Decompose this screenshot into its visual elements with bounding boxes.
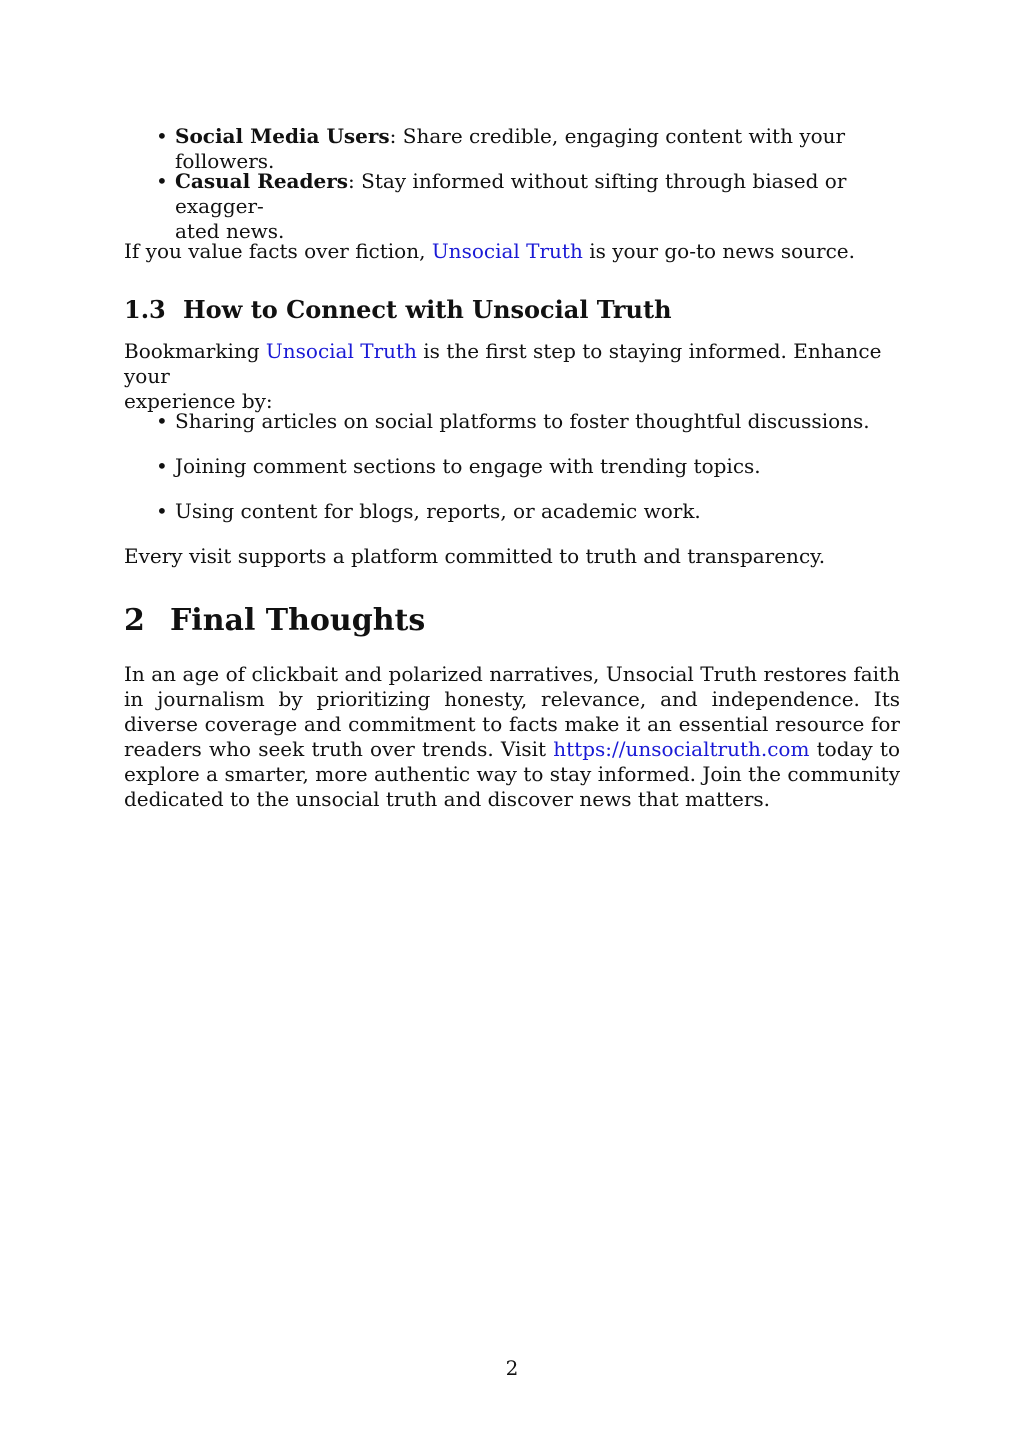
list-item-desc: : Stay informed without sifting through biased or exagger-: [175, 169, 847, 218]
section-heading-2: [124, 603, 900, 639]
list-item: [124, 499, 900, 524]
bullet-icon: •: [156, 454, 168, 478]
connect-list: [124, 409, 900, 524]
audience-list-2: [124, 169, 900, 244]
list-item-desc: : Share credible, engaging content with your followers.: [175, 124, 846, 173]
paragraph-text-part1: In an age of clickbait and polarized narratives, Unsocial Truth restores faith in journalism by prioritizing honesty, relevance, and independence. Its diverse coverage and commitment to facts make it an essential resource for readers who seek truth over trends. Visit: [124, 662, 900, 761]
list-item: [124, 409, 900, 434]
bullet-icon: •: [156, 499, 168, 523]
final-thoughts-paragraph: [124, 662, 900, 812]
list-item-desc-cont: ated news.: [175, 219, 285, 243]
unsocial-truth-link[interactable]: Unsocial Truth: [265, 339, 417, 363]
bullet-icon: •: [156, 169, 168, 193]
page-number: 2: [505, 1356, 519, 1380]
intro-text-after: is the first step to staying informed. Enhance your: [124, 339, 882, 388]
list-item-term: Social Media Users: [175, 124, 390, 148]
section-title: How to Connect with Unsocial Truth: [183, 295, 672, 324]
bullet-icon: •: [156, 124, 168, 148]
bullet-icon: •: [156, 409, 168, 433]
audience-list: [124, 124, 900, 174]
value-text-before: If you value facts over fiction,: [124, 239, 432, 263]
intro-text-line2: experience by:: [124, 389, 273, 413]
paragraph-text-part2: today to explore a smarter, more authentic way to stay informed. Join the community dedicated to the unsocial truth and discover news that matters.: [124, 737, 900, 811]
value-text-after: is your go-to news source.: [582, 239, 855, 263]
list-item: [124, 124, 900, 174]
list-item-text: Using content for blogs, reports, or academic work.: [175, 499, 701, 523]
list-item: [124, 169, 900, 244]
section-heading-1-3: [124, 295, 900, 325]
list-item-term: Casual Readers: [175, 169, 349, 193]
list-item-text: Joining comment sections to engage with trending topics.: [175, 454, 761, 478]
section-number: 2: [124, 603, 145, 638]
section-title: Final Thoughts: [170, 603, 426, 638]
value-sentence: [124, 239, 900, 264]
intro-text-before: Bookmarking: [124, 339, 266, 363]
list-item-text: Sharing articles on social platforms to foster thoughtful discussions.: [175, 409, 870, 433]
website-link[interactable]: https://unsocialtruth.com: [553, 737, 810, 761]
section-number: 1.3: [124, 295, 166, 324]
unsocial-truth-link[interactable]: Unsocial Truth: [431, 239, 583, 263]
connect-closing: Every visit supports a platform committed to truth and transparency.: [124, 544, 826, 568]
connect-intro: [124, 339, 900, 414]
list-item: [124, 454, 900, 479]
